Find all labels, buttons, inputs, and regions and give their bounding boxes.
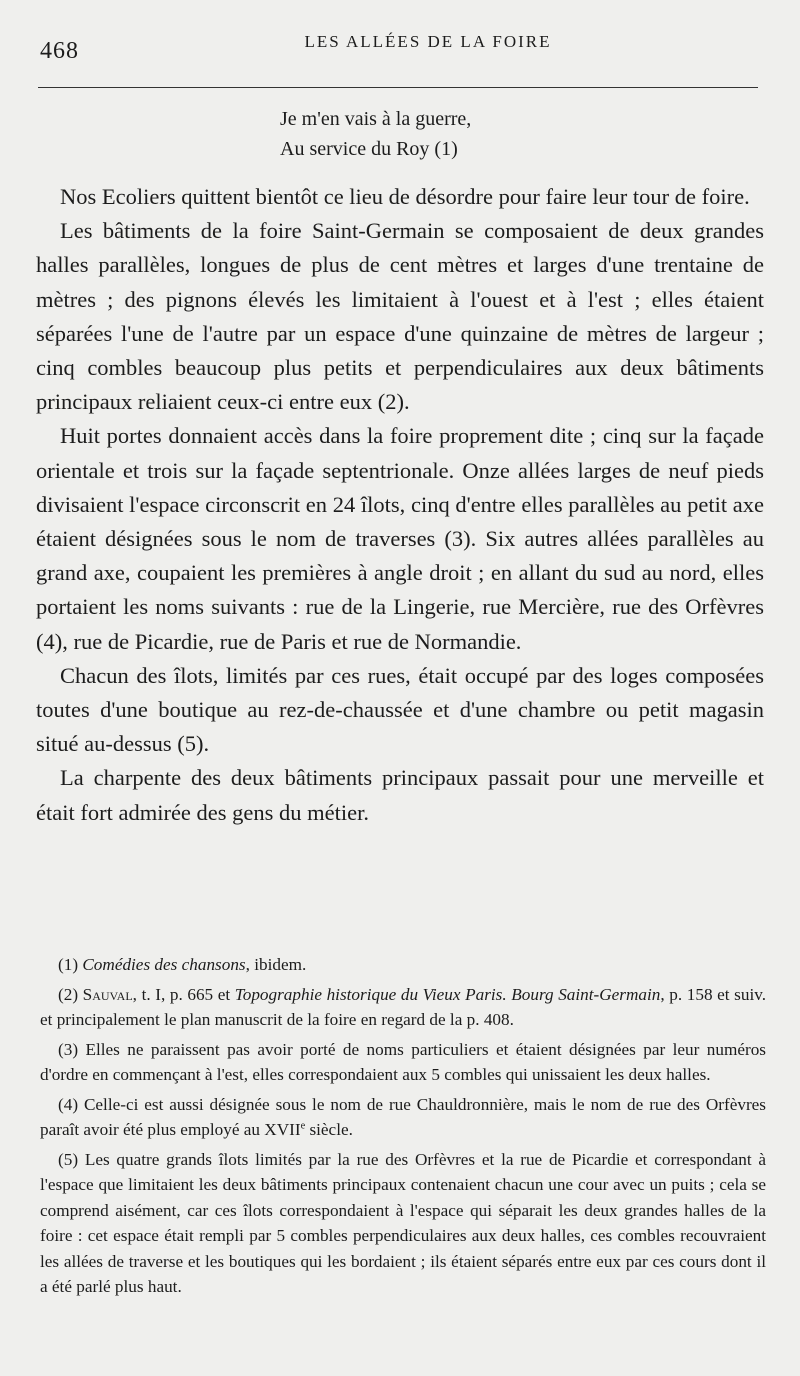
page-number: 468 <box>40 38 79 64</box>
footnote-text: , t. I, p. 665 et <box>132 984 235 1004</box>
paragraph: La charpente des deux bâtiments principaux passait pour une merveille et était fort admirée des gens du métier. <box>36 765 764 825</box>
footnote-title: Comédies des chansons <box>82 955 246 974</box>
footnote-text: , ibidem. <box>245 955 307 974</box>
header-rule <box>38 87 758 88</box>
footnote-text: (4) Celle-ci est aussi désignée sous le nom de rue Chauldronnière, mais le nom de rue des Orfèvres paraît avoir été plus employé au XVII <box>40 1094 766 1139</box>
body-text <box>36 180 764 830</box>
footnotes <box>40 952 766 1304</box>
footnote-text: , p. 158 et suiv. et principalement le plan manuscrit de la foire en regard de la p. 408. <box>40 984 766 1029</box>
footnote-3: (3) Elles ne paraissent pas avoir porté de noms particuliers et étaient désignées par leur numéros d'ordre en commençant à l'est, elles correspondaient aux 5 combles qui unissaient les deux halles. <box>40 1039 766 1084</box>
footnote-number: (1) <box>58 955 79 974</box>
running-head: LES ALLÉES DE LA FOIRE <box>304 32 552 51</box>
paragraph: Chacun des îlots, limités par ces rues, était occupé par des loges composées toutes d'une boutique au rez-de-chaussée et d'une chambre ou petit magasin situé au-dessus (5). <box>36 662 764 757</box>
footnote-number: (2) <box>58 984 79 1004</box>
paragraph: Nos Ecoliers quittent bientôt ce lieu de désordre pour faire leur tour de foire. <box>60 184 750 209</box>
footnote-4 <box>40 1092 766 1143</box>
footnote-author: Sauval <box>82 984 133 1004</box>
verse-line: Au service du Roy (1) <box>280 138 458 160</box>
verse-quote <box>280 104 471 164</box>
footnote-2 <box>40 982 766 1033</box>
page-header <box>36 30 760 70</box>
footnote-text: siècle. <box>305 1120 353 1139</box>
paragraph: Huit portes donnaient accès dans la foire proprement dite ; cinq sur la façade orientale et trois sur la façade septentrionale. Onze allées larges de neuf pieds divisaient l'espace circonscrit en 24 îlots, cinq d'entre elles parallèles au petit axe étaient désignées sous le nom de traverses (3). Six autres allées parallèles au grand axe, coupaient les premières à angle droit ; en allant du sud au nord, elles portaient les noms suivants : rue de la Lingerie, rue Mercière, rue des Orfèvres (4), rue de Picardie, rue de Paris et rue de Normandie. <box>36 423 764 654</box>
footnote-1 <box>40 952 766 978</box>
footnote-5: (5) Les quatre grands îlots limités par la rue des Orfèvres et la rue de Picardie et correspondant à l'espace que limitaient les deux bâtiments principaux contenaient chacun une cour avec un puits ; cela se comprend aisément, car ces îlots correspondaient à l'espace qui séparait les deux grandes halles de la foire : cet espace était rempli par 5 combles perpendiculaires aux deux halles, ces combles recouvraient les allées de traverse et les boutiques qui les bordaient ; ils étaient séparés entre eux par ces cours dont il a été parlé plus haut. <box>40 1149 766 1296</box>
paragraph: Les bâtiments de la foire Saint-Germain se composaient de deux grandes halles parallèles, longues de plus de cent mètres et larges d'une trentaine de mètres ; des pignons élevés les limitaient à l'ouest et à l'est ; elles étaient séparées l'une de l'autre par un espace d'une quinzaine de mètres de largeur ; cinq combles beaucoup plus petits et perpendiculaires aux deux bâtiments principaux reliaient ceux-ci entre eux (2). <box>36 218 764 415</box>
footnote-superscript: e <box>300 1120 306 1132</box>
footnote-title: Topographie historique du Vieux Paris. Bourg Saint-Germain <box>234 984 661 1004</box>
verse-line: Je m'en vais à la guerre, <box>280 108 472 130</box>
